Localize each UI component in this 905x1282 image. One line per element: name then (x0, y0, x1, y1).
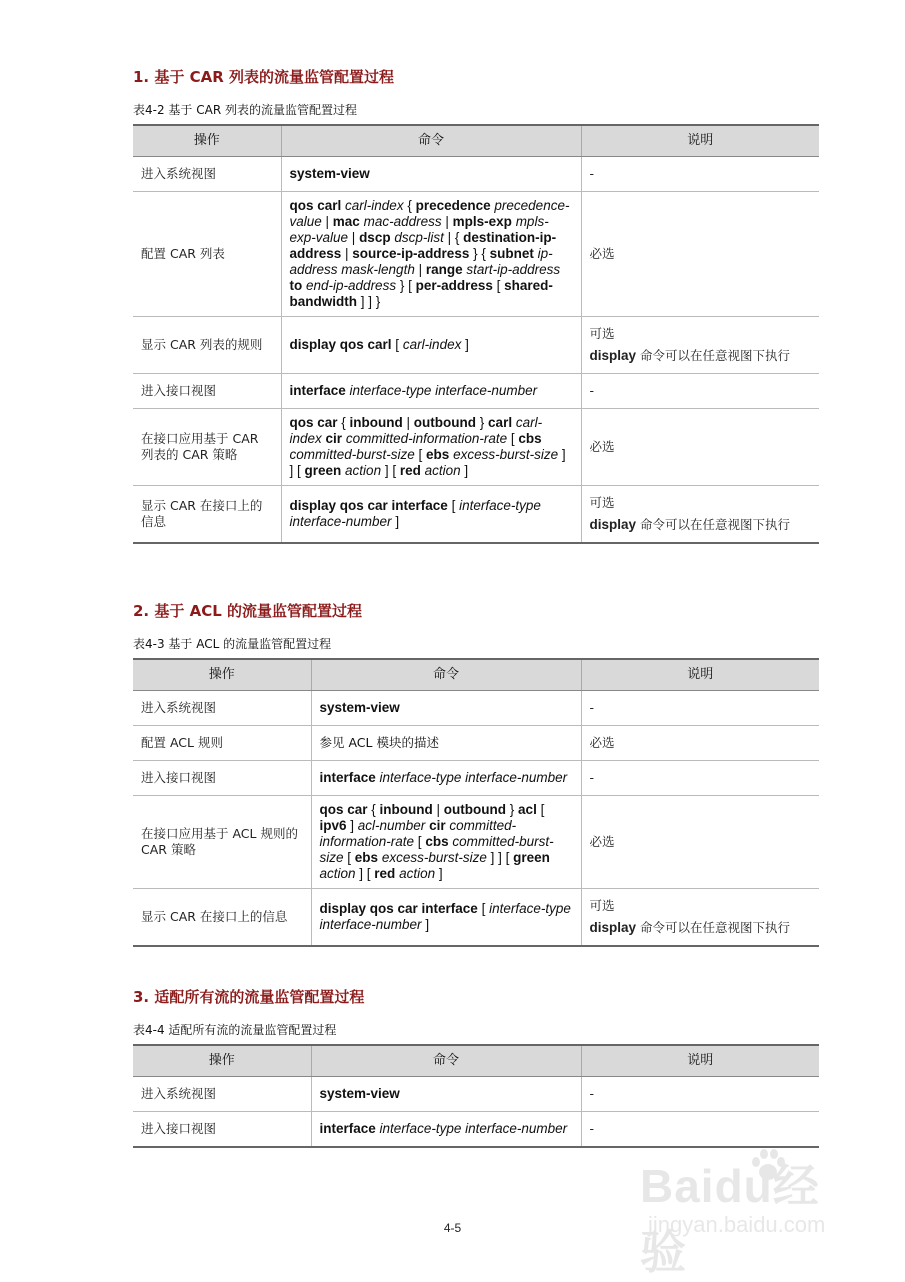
table-row (133, 1077, 819, 1112)
keyword: outbound (413, 415, 477, 430)
argument: excess-burst-size (453, 447, 559, 462)
argument: dscp-list (394, 230, 444, 245)
description-line (590, 514, 812, 536)
keyword: display (589, 517, 637, 532)
text-run: | (341, 246, 353, 261)
keyword: system-view (289, 166, 370, 181)
text-run: ] (460, 463, 469, 478)
command-cell (281, 409, 581, 486)
header-description: 说明 (581, 659, 819, 691)
argument: committed-burst-size (289, 447, 415, 462)
table-header-row (133, 125, 819, 157)
description-cell (581, 889, 819, 947)
argument: start-ip-address (466, 262, 561, 277)
keyword: mpls-exp (452, 214, 512, 229)
table-row (133, 374, 819, 409)
argument: action (345, 463, 382, 478)
section-all-flows (133, 986, 819, 1148)
text-run: [ (492, 278, 505, 293)
description-cell (581, 157, 819, 192)
argument: committed-information-rate (319, 818, 517, 849)
command-cell (311, 1112, 581, 1148)
description-cell (581, 486, 819, 544)
baidu-watermark (640, 1150, 855, 1278)
keyword: cir (325, 431, 343, 446)
keyword: qos car (289, 415, 338, 430)
argument: mac-address (363, 214, 442, 229)
table-row (133, 486, 819, 544)
text-run: { (337, 415, 350, 430)
text-run: [ (343, 850, 355, 865)
argument: carl-index (402, 337, 462, 352)
argument: mpls-exp-value (289, 214, 549, 245)
header-command: 命令 (311, 659, 581, 691)
description-cell (581, 317, 819, 374)
text-run: 命令可以在任意视图下执行 (636, 920, 791, 935)
keyword: interface (319, 770, 376, 785)
description-line: - (589, 770, 595, 785)
keyword: inbound (349, 415, 403, 430)
operation-cell: 进入系统视图 (133, 157, 281, 192)
text-run: } (506, 802, 519, 817)
keyword: cbs (425, 834, 449, 849)
keyword: destination-ip-address (289, 230, 557, 261)
description-line: 必选 (589, 735, 615, 750)
text-run: | (414, 262, 426, 277)
argument: interface-type interface-number (379, 770, 568, 785)
argument: committed-information-rate (345, 431, 508, 446)
operation-cell: 进入接口视图 (133, 374, 281, 409)
text-run: ] (421, 917, 430, 932)
watermark-url: jingyan.baidu.com (648, 1212, 826, 1237)
text-run: ] (461, 337, 469, 352)
text-run: } { (469, 246, 490, 261)
text-run: | (321, 214, 333, 229)
table-row (133, 157, 819, 192)
operation-cell: 配置 CAR 列表 (133, 192, 281, 317)
keyword: qos carl (289, 198, 342, 213)
description-line (590, 345, 812, 367)
text-run: ] (346, 818, 358, 833)
text-run: [ (414, 834, 426, 849)
keyword: interface (319, 1121, 376, 1136)
text-run: 参见 ACL 模块的描述 (319, 735, 439, 750)
paw-icon (748, 1146, 788, 1186)
command-cell (311, 1077, 581, 1112)
command-cell (281, 486, 581, 544)
text-run: ] [ (381, 463, 400, 478)
argument: precedence-value (289, 198, 570, 229)
text-run: } [ (396, 278, 416, 293)
operation-cell: 显示 CAR 在接口上的信息 (133, 486, 281, 544)
argument: carl-index (345, 198, 404, 213)
argument: acl-number (357, 818, 426, 833)
config-table (133, 1044, 819, 1148)
argument: committed-burst-size (319, 834, 554, 865)
keyword: dscp (359, 230, 391, 245)
section-acl (133, 600, 819, 947)
description-line: 可选 (589, 898, 615, 913)
command-cell (311, 796, 581, 889)
operation-cell: 显示 CAR 在接口上的信息 (133, 889, 311, 947)
argument: action (424, 463, 461, 478)
description-cell (581, 691, 819, 726)
text-run: 命令可以在任意视图下执行 (636, 348, 791, 363)
keyword: interface (289, 383, 346, 398)
description-line: - (589, 383, 595, 398)
argument: excess-burst-size (381, 850, 487, 865)
keyword: outbound (443, 802, 507, 817)
section-title: 1. 基于 CAR 列表的流量监管配置过程 (133, 68, 394, 86)
text-run: { (403, 198, 416, 213)
keyword: green (304, 463, 342, 478)
text-run: ] (391, 514, 400, 529)
keyword: system-view (319, 1086, 400, 1101)
text-run: | (441, 214, 453, 229)
table-header-row (133, 1045, 819, 1077)
description-line: 必选 (589, 246, 615, 261)
command-cell (281, 374, 581, 409)
operation-cell: 配置 ACL 规则 (133, 726, 311, 761)
description-cell (581, 761, 819, 796)
header-command: 命令 (281, 125, 581, 157)
operation-cell: 在接口应用基于 ACL 规则的 CAR 策略 (133, 796, 311, 889)
table-row (133, 192, 819, 317)
text-run: } (476, 415, 489, 430)
keyword: display (589, 348, 637, 363)
keyword: mac (332, 214, 360, 229)
description-cell (581, 1112, 819, 1148)
keyword: red (374, 866, 396, 881)
description-cell (581, 192, 819, 317)
description-cell (581, 796, 819, 889)
argument: end-ip-address (306, 278, 397, 293)
keyword: display (589, 920, 637, 935)
text-run: [ (536, 802, 545, 817)
command-cell (311, 691, 581, 726)
argument: carl-index (289, 415, 543, 446)
table-row (133, 889, 819, 947)
argument: mask-length (341, 262, 415, 277)
keyword: cir (429, 818, 446, 833)
description-line (590, 917, 812, 939)
keyword: to (289, 278, 303, 293)
argument: ip-address (289, 246, 553, 277)
argument: interface-type interface-number (289, 498, 541, 529)
text-run: | (402, 415, 414, 430)
text-run: ] ] } (357, 294, 381, 309)
description-line: 可选 (589, 326, 615, 341)
header-operation: 操作 (133, 1045, 311, 1077)
description-line: - (589, 166, 595, 181)
text-run: ] ] [ (486, 850, 514, 865)
section-car-list (133, 66, 819, 544)
keyword: precedence (415, 198, 491, 213)
header-description: 说明 (581, 1045, 819, 1077)
argument: action (399, 866, 436, 881)
table-row (133, 726, 819, 761)
table-row (133, 761, 819, 796)
section-title: 3. 适配所有流的流量监管配置过程 (133, 988, 365, 1006)
description-line: 可选 (589, 495, 615, 510)
table-caption: 表4-4 适配所有流的流量监管配置过程 (133, 1023, 337, 1037)
header-operation: 操作 (133, 125, 281, 157)
text-run: [ (507, 431, 519, 446)
keyword: range (425, 262, 463, 277)
description-cell (581, 374, 819, 409)
config-table (133, 124, 819, 544)
table-header-row (133, 659, 819, 691)
keyword: ipv6 (319, 818, 347, 833)
operation-cell: 进入接口视图 (133, 1112, 311, 1148)
keyword: inbound (379, 802, 433, 817)
operation-cell: 进入系统视图 (133, 691, 311, 726)
table-row (133, 1112, 819, 1148)
keyword: green (513, 850, 550, 865)
text-run: [ (414, 447, 427, 462)
page-number: 4-5 (443, 1221, 462, 1235)
operation-cell: 进入系统视图 (133, 1077, 311, 1112)
keyword: display qos car interface (319, 901, 478, 916)
command-cell (311, 761, 581, 796)
keyword: ebs (426, 447, 450, 462)
table-caption: 表4-2 基于 CAR 列表的流量监管配置过程 (133, 103, 357, 117)
keyword: cbs (518, 431, 542, 446)
keyword: subnet (489, 246, 534, 261)
text-run: [ (477, 901, 490, 916)
command-cell (311, 726, 581, 761)
text-run: ] ] [ (289, 447, 566, 478)
description-line: 必选 (589, 439, 615, 454)
text-run: ] [ (355, 866, 375, 881)
operation-cell: 在接口应用基于 CAR 列表的 CAR 策略 (133, 409, 281, 486)
keyword: source-ip-address (352, 246, 470, 261)
text-run: 命令可以在任意视图下执行 (636, 517, 791, 532)
table-row (133, 409, 819, 486)
description-line: 必选 (589, 834, 615, 849)
argument: interface-type interface-number (319, 901, 571, 932)
table-row (133, 691, 819, 726)
text-run: | (432, 802, 444, 817)
command-cell (281, 157, 581, 192)
command-cell (281, 317, 581, 374)
command-cell (281, 192, 581, 317)
watermark-logo: Baidu经验 (640, 1160, 820, 1278)
argument: interface-type interface-number (379, 1121, 568, 1136)
description-line: - (589, 1086, 595, 1101)
keyword: qos car (319, 802, 368, 817)
table-row (133, 317, 819, 374)
command-cell (311, 889, 581, 947)
table-row (133, 796, 819, 889)
text-run: [ (447, 498, 460, 513)
keyword: system-view (319, 700, 400, 715)
header-description: 说明 (581, 125, 819, 157)
keyword: ebs (354, 850, 379, 865)
keyword: display qos carl (289, 337, 392, 352)
header-command: 命令 (311, 1045, 581, 1077)
description-cell (581, 409, 819, 486)
operation-cell: 显示 CAR 列表的规则 (133, 317, 281, 374)
section-title: 2. 基于 ACL 的流量监管配置过程 (133, 602, 362, 620)
keyword: acl (518, 802, 537, 817)
keyword: red (399, 463, 421, 478)
operation-cell: 进入接口视图 (133, 761, 311, 796)
description-cell (581, 726, 819, 761)
description-cell (581, 1077, 819, 1112)
argument: action (319, 866, 356, 881)
text-run: | (348, 230, 360, 245)
table-caption: 表4-3 基于 ACL 的流量监管配置过程 (133, 637, 332, 651)
text-run: | { (443, 230, 464, 245)
keyword: shared-bandwidth (289, 278, 553, 309)
keyword: carl (488, 415, 513, 430)
text-run: [ (391, 337, 403, 352)
description-line: - (589, 700, 595, 715)
config-table (133, 658, 819, 947)
text-run: { (367, 802, 380, 817)
description-line: - (589, 1121, 595, 1136)
header-operation: 操作 (133, 659, 311, 691)
text-run: ] (435, 866, 443, 881)
argument: interface-type interface-number (349, 383, 538, 398)
keyword: display qos car interface (289, 498, 448, 513)
keyword: per-address (415, 278, 493, 293)
